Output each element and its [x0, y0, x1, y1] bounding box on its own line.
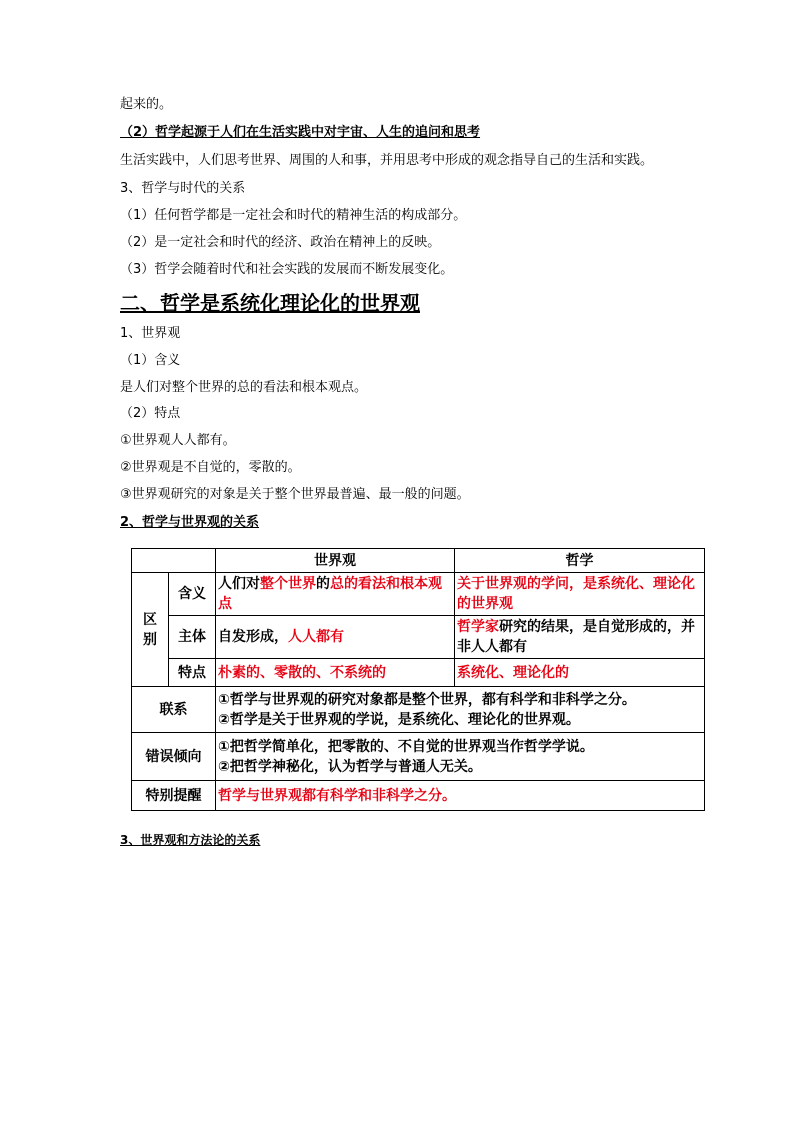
cell-philosophy-features: 系统化、理论化的	[455, 659, 705, 687]
cell-worldview-features: 朴素的、零散的、不系统的	[216, 659, 455, 687]
line-era-3: （3）哲学会随着时代和社会实践的发展而不断发展变化。	[120, 262, 454, 277]
line-qilaide: 起来的。	[120, 97, 173, 112]
subheading-origin: （2）哲学起源于人们在生活实践中对宇宙、人生的追问和思考	[120, 125, 481, 140]
subheading-meaning: （1）含义	[120, 353, 181, 368]
wv-meaning-part4: 总的看法和根本观点	[218, 576, 442, 612]
cell-errors	[216, 733, 705, 781]
wv-meaning-part2: 整个世界	[260, 576, 316, 592]
row-label-subject: 主体	[169, 616, 216, 659]
connection-2: ②哲学是关于世界观的学说，是系统化、理论化的世界观。	[218, 711, 580, 728]
heading-worldview: 1、世界观	[120, 326, 181, 341]
wv-meaning-part3: 的	[316, 576, 330, 592]
heading-era-relation: 3、哲学与时代的关系	[120, 181, 246, 196]
line-feature-1: ①世界观人人都有。	[120, 433, 236, 448]
subheading-features: （2）特点	[120, 406, 181, 421]
error-1: ①把哲学简单化，把零散的、不自觉的世界观当作哲学学说。	[218, 738, 594, 755]
cell-worldview-meaning	[216, 573, 455, 616]
row-label-connection: 联系	[132, 687, 216, 733]
cell-philosophy-subject	[455, 616, 705, 659]
section-heading: 二、哲学是系统化理论化的世界观	[120, 291, 420, 315]
wv-subject-part2: 人人都有	[288, 629, 344, 645]
line-era-2: （2）是一定社会和时代的经济、政治在精神上的反映。	[120, 235, 441, 250]
wv-meaning-part1: 人们对	[218, 576, 260, 592]
difference-label: 区别	[142, 611, 157, 648]
line-meaning: 是人们对整个世界的总的看法和根本观点。	[120, 380, 368, 395]
ph-subject-part1: 哲学家	[457, 619, 499, 635]
row-label-difference	[132, 573, 169, 687]
row-label-meaning: 含义	[169, 573, 216, 616]
header-worldview: 世界观	[216, 549, 455, 573]
heading-methodology: 3、世界观和方法论的关系	[120, 833, 261, 847]
line-practice: 生活实践中，人们思考世界、周围的人和事，并用思考中形成的观念指导自己的生活和实践。	[120, 153, 654, 168]
row-label-reminder: 特别提醒	[132, 781, 216, 811]
row-label-errors: 错误倾向	[132, 733, 216, 781]
cell-connection	[216, 687, 705, 733]
cell-worldview-subject	[216, 616, 455, 659]
line-era-1: （1）任何哲学都是一定社会和时代的精神生活的构成部分。	[120, 208, 467, 223]
connection-1: ①哲学与世界观的研究对象都是整个世界，都有科学和非科学之分。	[218, 691, 636, 708]
wv-subject-part1: 自发形成，	[218, 629, 288, 645]
table-corner	[132, 549, 216, 573]
ph-subject-part2: 研究的结果，是自觉形成的，并非人人都有	[457, 619, 695, 655]
line-feature-2: ②世界观是不自觉的，零散的。	[120, 460, 301, 475]
row-label-features: 特点	[169, 659, 216, 687]
error-2: ②把哲学神秘化，认为哲学与普通人无关。	[218, 758, 482, 775]
cell-reminder: 哲学与世界观都有科学和非科学之分。	[216, 781, 705, 811]
cell-philosophy-meaning: 关于世界观的学问，是系统化、理论化的世界观	[455, 573, 705, 616]
comparison-table	[131, 548, 705, 811]
header-philosophy: 哲学	[455, 549, 705, 573]
line-feature-3: ③世界观研究的对象是关于整个世界最普遍、最一般的问题。	[120, 487, 470, 502]
heading-philosophy-worldview: 2、哲学与世界观的关系	[120, 515, 260, 530]
